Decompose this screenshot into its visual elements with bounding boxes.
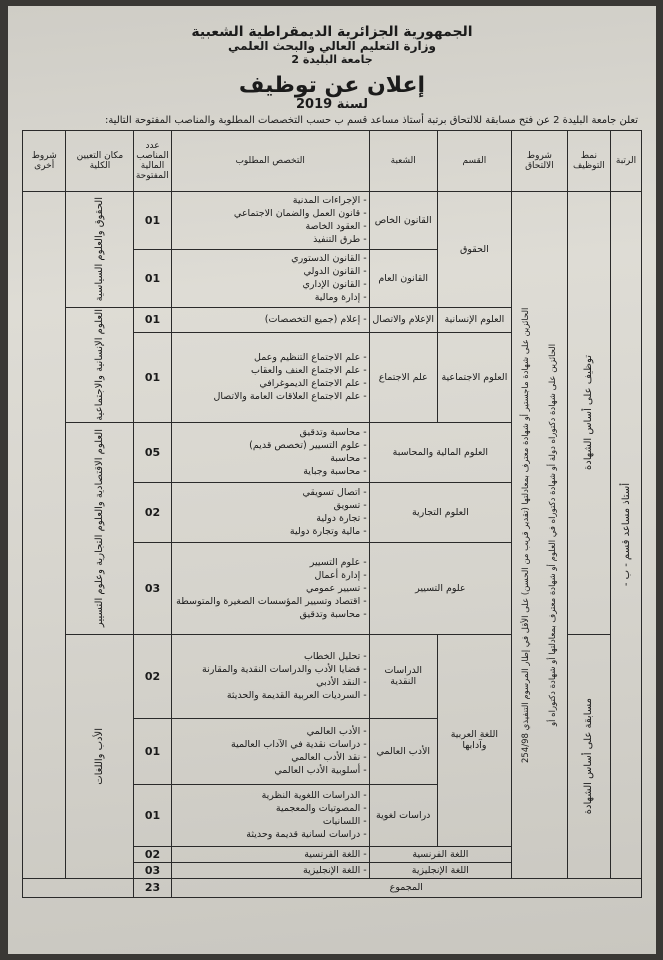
posts-cell: 01: [134, 307, 171, 332]
posts-cell: 02: [134, 634, 171, 718]
total-empty: [23, 878, 134, 897]
posts-cell: 02: [134, 846, 171, 862]
specialty-cell: - اللغة الإنجليزية: [171, 862, 369, 878]
col-other: شروط أخرى: [23, 130, 66, 191]
department-cell: اللغة العربية وآدابها: [437, 634, 511, 846]
document-header: [22, 24, 642, 113]
col-rank: الرتبة: [611, 130, 642, 191]
branch-cell: علم الاجتماع: [369, 332, 437, 422]
positions-table: [22, 130, 642, 898]
department-cell: العلوم الإنسانية: [437, 307, 511, 332]
faculty-cell: العلوم الاقتصادية والعلوم التجارية وعلوم التسيير: [66, 422, 134, 634]
specialty-cell: - الأدب العالمي - دراسات نقدية في الآداب العالمية - نقد الأدب العالمي - أسلوبية الأدب العالمي: [171, 718, 369, 784]
rank-cell: أستاذ مساعد قسم - ب -: [611, 191, 642, 878]
branch-cell: القانون الخاص: [369, 191, 437, 249]
mode-cell-1: توظيف على أساس الشهادة: [567, 191, 610, 634]
faculty-cell: الأدب واللغات: [66, 634, 134, 878]
posts-cell: 01: [134, 784, 171, 846]
branch-cell: الدراسات النقدية: [369, 634, 437, 718]
specialty-cell: - اللغة الفرنسية: [171, 846, 369, 862]
branch-cell: القانون العام: [369, 249, 437, 307]
posts-cell: 01: [134, 332, 171, 422]
branch-cell: الإعلام والاتصال: [369, 307, 437, 332]
announcement-year: لسنة 2019: [295, 96, 368, 112]
table-row: [23, 191, 642, 249]
posts-cell: 01: [134, 718, 171, 784]
col-mode: نمط التوظيف: [567, 130, 610, 191]
specialty-cell: - الإجراءات المدنية - قانون العمل والضمان الاجتماعي - العقود الخاصة - طرق التنفيذ: [171, 191, 369, 249]
other-cell: [23, 191, 66, 878]
conditions-cell: الحائزين على شهادة دكتوراه دولة أو شهادة دكتوراه في العلوم أو شهادة معترف بمعادلتها أو شهادة دكتوراه أو الحائزين على شهادة ماجستير أو شهادة معترف بمعادلتها (تقدير قريب من الحسن) على الأقل في إطار المرسوم التنفيذي 254/98: [512, 191, 568, 878]
department-cell: العلوم التجارية: [369, 482, 511, 542]
branch-cell: دراسات لغوية: [369, 784, 437, 846]
ministry-heading: وزارة التعليم العالي والبحث العلمي: [227, 39, 437, 54]
department-cell: الحقوق: [437, 191, 511, 307]
intro-text: تعلن جامعة البليدة 2 عن فتح مسابقة للالتحاق برتبة أستاذ مساعد قسم ب حسب التخصصات المطلوبة والمناصب المفتوحة التالية:: [104, 114, 638, 126]
announcement-sheet: [8, 6, 656, 954]
department-cell: العلوم المالية والمحاسبة: [369, 422, 511, 482]
faculty-cell: العلوم الإنسانية والاجتماعية: [66, 307, 134, 422]
col-conditions: شروط الالتحاق: [512, 130, 568, 191]
announcement-title: إعلان عن توظيف: [238, 72, 426, 98]
university-heading: جامعة البليدة 2: [291, 52, 373, 66]
specialty-cell: - إعلام (جميع التخصصات): [171, 307, 369, 332]
col-place: مكان التعيين الكلية: [66, 130, 134, 191]
total-value: 23: [134, 878, 171, 897]
col-posts: عدد المناصب المالية المفتوحة: [134, 130, 171, 191]
mode-cell-2: مسابقة على أساس الشهادة: [567, 634, 610, 878]
department-cell: علوم التسيير: [369, 542, 511, 634]
posts-cell: 01: [134, 249, 171, 307]
department-cell: اللغة الفرنسية: [369, 846, 511, 862]
posts-cell: 03: [134, 862, 171, 878]
specialty-cell: - علوم التسيير - إدارة أعمال - تسيير عمومي - اقتصاد وتسيير المؤسسات الصغيرة والمتوسطة - محاسبة وتدقيق: [171, 542, 369, 634]
specialty-cell: - اتصال تسويقي - تسويق - تجارة دولية - مالية وتجارة دولية: [171, 482, 369, 542]
posts-cell: 01: [134, 191, 171, 249]
col-department: القسم: [437, 130, 511, 191]
posts-cell: 03: [134, 542, 171, 634]
branch-cell: الأدب العالمي: [369, 718, 437, 784]
total-row: [23, 878, 642, 897]
col-specialty: التخصص المطلوب: [171, 130, 369, 191]
table-header-row: [23, 130, 642, 191]
faculty-cell: الحقوق والعلوم السياسية: [66, 191, 134, 307]
specialty-cell: - الدراسات اللغوية النظرية - المصوتيات والمعجمية - اللسانيات - دراسات لسانية قديمة وحديثة: [171, 784, 369, 846]
department-cell: العلوم الاجتماعية: [437, 332, 511, 422]
department-cell: اللغة الإنجليزية: [369, 862, 511, 878]
total-label: المجموع: [171, 878, 641, 897]
col-branch: الشعبة: [369, 130, 437, 191]
republic-heading: الجمهورية الجزائرية الديمقراطية الشعبية: [191, 24, 473, 40]
posts-cell: 02: [134, 482, 171, 542]
specialty-cell: - القانون الدستوري - القانون الدولي - القانون الإداري - إدارة ومالية: [171, 249, 369, 307]
specialty-cell: - تحليل الخطاب - قضايا الأدب والدراسات النقدية والمقارنة - النقد الأدبي - السرديات العربية القديمة والحديثة: [171, 634, 369, 718]
specialty-cell: - محاسبة وتدقيق - علوم التسيير (تخصص قديم) - محاسبة - محاسبة وجباية: [171, 422, 369, 482]
posts-cell: 05: [134, 422, 171, 482]
specialty-cell: - علم الاجتماع التنظيم وعمل - علم الاجتماع العنف والعقاب - علم الاجتماع الديموغرافي - علم الاجتماع العلاقات العامة والاتصال: [171, 332, 369, 422]
